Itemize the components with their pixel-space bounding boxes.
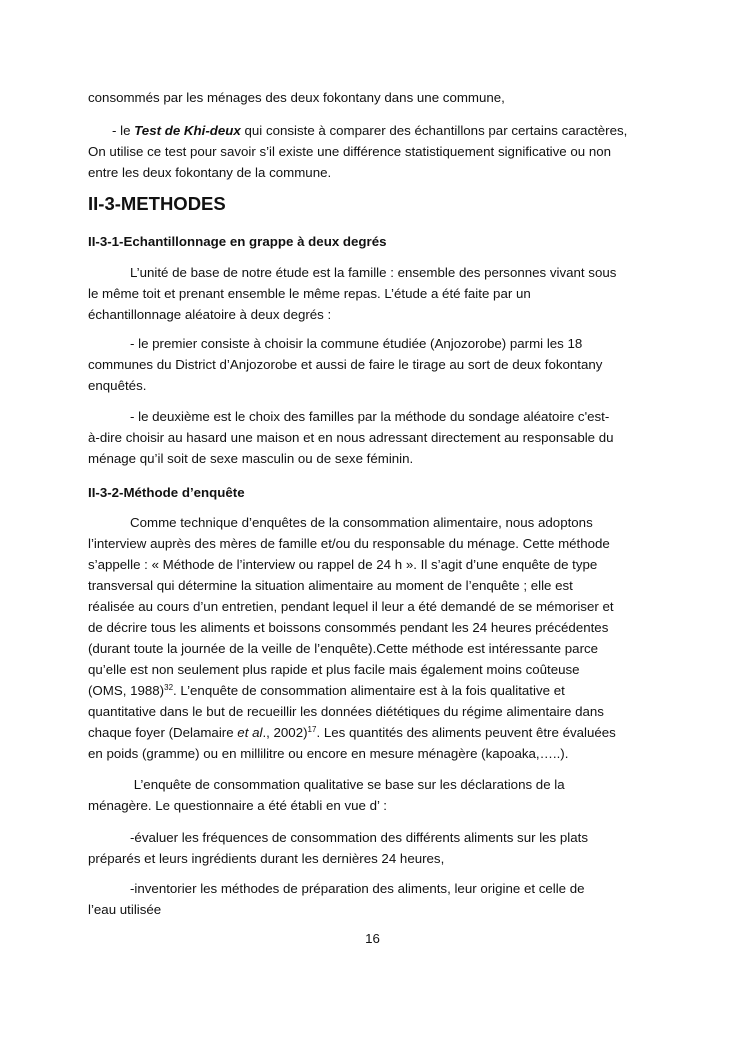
- text-line: réalisée au cours d’un entretien, pendant lequel il leur a été demandé de se mémoriser et: [88, 599, 614, 614]
- text-line: consommés par les ménages des deux fokontany dans une commune,: [88, 90, 505, 105]
- page-number: 16: [365, 931, 380, 946]
- text-line: de décrire tous les aliments et boissons consommés pendant les 24 heures précédentes: [88, 620, 609, 635]
- paragraph-inventorier: [88, 878, 650, 920]
- text-run: chaque foyer (Delamaire: [88, 725, 238, 740]
- text-line: préparés et leurs ingrédients durant les dernières 24 heures,: [88, 851, 445, 866]
- paragraph-intro: [88, 87, 650, 108]
- paragraph-evaluer: [88, 827, 650, 869]
- text-line: -évaluer les fréquences de consommation des différents aliments sur les plats: [130, 830, 588, 845]
- text-line: [88, 680, 650, 701]
- text-run: - le: [112, 123, 135, 138]
- text-line: (durant toute la journée de la veille de l’enquête).Cette méthode est intéressante parce: [88, 641, 599, 656]
- text-line: Comme technique d’enquêtes de la consommation alimentaire, nous adoptons: [130, 515, 593, 530]
- text-italic: et al: [237, 725, 263, 740]
- term-khi-deux: Test de Khi-deux: [134, 123, 241, 138]
- text-line: à-dire choisir au hasard une maison et en nous adressant directement au responsable du: [88, 430, 614, 445]
- text-line: quantitative dans le but de recueillir les données diététiques du régime alimentaire dans: [88, 704, 604, 719]
- text-line: On utilise ce test pour savoir s’il existe une différence statistiquement significative ou non: [88, 144, 612, 159]
- text-line: - le deuxième est le choix des familles par la méthode du sondage aléatoire c'est-: [130, 409, 610, 424]
- heading-echantillonnage: II-3-1-Echantillonnage en grappe à deux degrés: [88, 234, 387, 249]
- text-line: transversal qui détermine la situation alimentaire au moment de l’enquête ; elle est: [88, 578, 573, 593]
- text-line: [88, 722, 650, 743]
- heading-methode-enquete: II-3-2-Méthode d’enquête: [88, 485, 245, 500]
- text-line: L’enquête de consommation qualitative se base sur les déclarations de la: [130, 777, 565, 792]
- text-run: . Les quantités des aliments peuvent être évaluées: [316, 725, 616, 740]
- text-run: . L’enquête de consommation alimentaire est à la fois qualitative et: [173, 683, 565, 698]
- paragraph-technique: [88, 512, 650, 764]
- paragraph-deuxieme-degre: [88, 406, 650, 469]
- text-run: ., 2002): [262, 725, 308, 740]
- paragraph-unite: [88, 262, 650, 325]
- text-line: le même toit et prenant ensemble le même repas. L’étude a été faite par un: [88, 286, 531, 301]
- text-line: échantillonnage aléatoire à deux degrés :: [88, 307, 332, 322]
- text-line: qu’elle est non seulement plus rapide et plus facile mais également moins coûteuse: [88, 662, 580, 677]
- text-line: enquêtés.: [88, 378, 147, 393]
- text-line: s’appelle : « Méthode de l’interview ou rappel de 24 h ». Il s’agit d’une enquête de type: [88, 557, 598, 572]
- heading-methodes: II-3-METHODES: [88, 193, 226, 214]
- text-run: qui consiste à comparer des échantillons par certains caractères,: [240, 123, 628, 138]
- text-line: entre les deux fokontany de la commune.: [88, 165, 332, 180]
- text-line: [88, 120, 650, 141]
- text-line: l’interview auprès des mères de famille et/ou du responsable du ménage. Cette méthode: [88, 536, 610, 551]
- paragraph-qualitative: [88, 774, 650, 816]
- text-line: ménage qu’il soit de sexe masculin ou de sexe féminin.: [88, 451, 414, 466]
- text-line: -inventorier les méthodes de préparation des aliments, leur origine et celle de: [130, 881, 585, 896]
- text-line: en poids (gramme) ou en millilitre ou encore en mesure ménagère (kapoaka,…..).: [88, 746, 569, 761]
- text-line: communes du District d’Anjozorobe et aussi de faire le tirage au sort de deux fokontany: [88, 357, 603, 372]
- text-line: ménagère. Le questionnaire a été établi en vue d’ :: [88, 798, 387, 813]
- paragraph-premier-degre: [88, 333, 650, 396]
- text-line: L’unité de base de notre étude est la famille : ensemble des personnes vivant sous: [130, 265, 617, 280]
- text-line: l’eau utilisée: [88, 902, 162, 917]
- reference-superscript: 32: [164, 683, 174, 692]
- reference-superscript: 17: [307, 725, 317, 734]
- paragraph-khi-deux: [88, 120, 650, 183]
- text-line: - le premier consiste à choisir la commune étudiée (Anjozorobe) parmi les 18: [130, 336, 583, 351]
- citation-oms: (OMS, 1988): [88, 683, 165, 698]
